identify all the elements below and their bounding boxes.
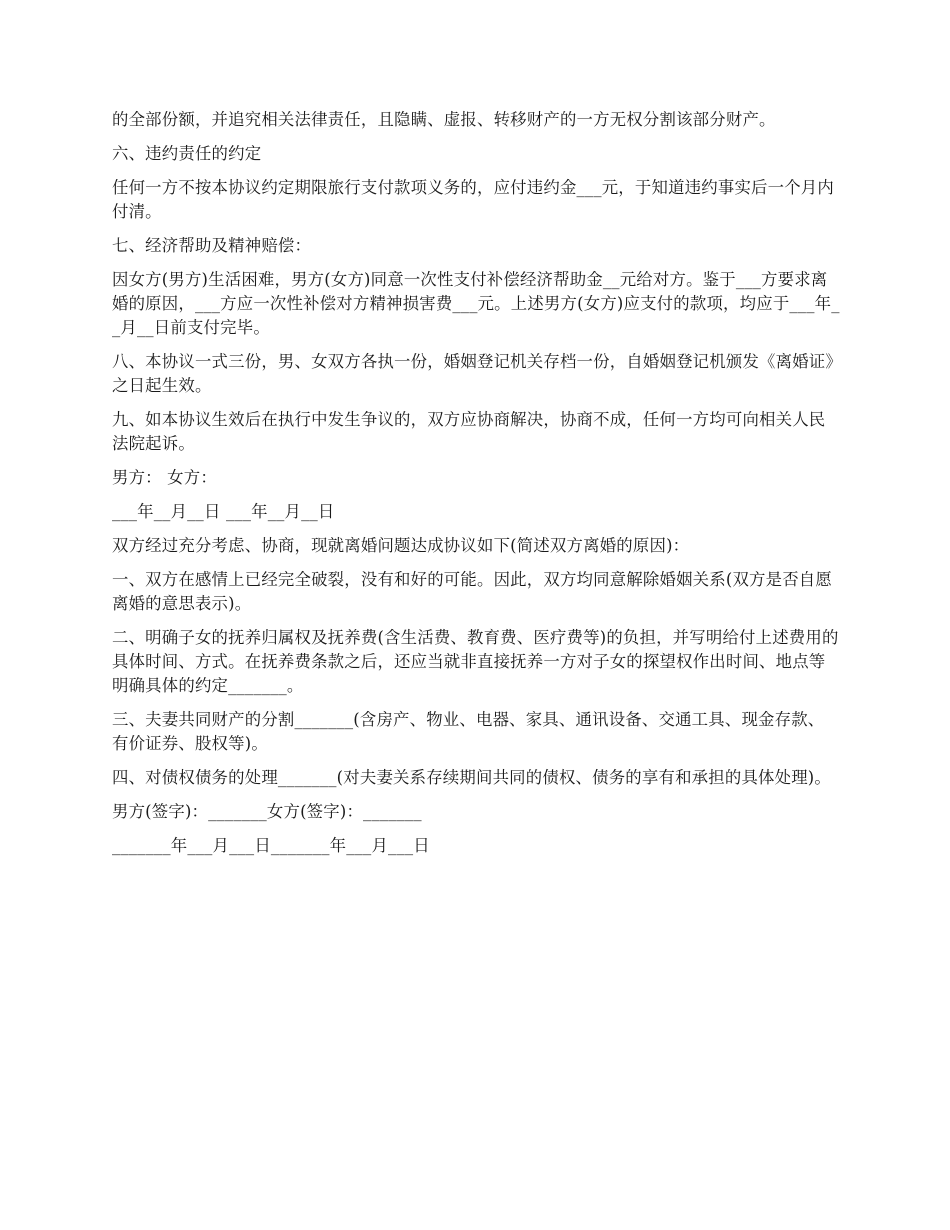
paragraph-clause-1: 一、双方在感情上已经完全破裂，没有和好的可能。因此，双方均同意解除婚姻关系(双方是否自愿离婚的意思表示)。 bbox=[112, 570, 832, 613]
signature-dates: ___年__月__日 ___年__月__日 bbox=[112, 502, 335, 521]
paragraph-breach-penalty: 任何一方不按本协议约定期限旅行支付款项义务的，应付违约金___元，于知道违约事实后一个月内付清。 bbox=[112, 178, 834, 221]
paragraph-dispute-resolution: 九、如本协议生效后在执行中发生争议的，双方应协商解决，协商不成，任何一方均可向相关人民法院起诉。 bbox=[112, 410, 826, 453]
paragraph-agreement-intro: 双方经过充分考虑、协商，现就离婚问题达成协议如下(简述双方离婚的原因)： bbox=[112, 536, 690, 555]
paragraph-clause-3: 三、夫妻共同财产的分割_______(含房产、物业、电器、家具、通讯设备、交通工具、现金存款、有价证券、股权等)。 bbox=[112, 710, 825, 753]
document-page bbox=[112, 108, 840, 868]
paragraph-clause-2: 二、明确子女的抚养归属权及抚养费(含生活费、教育费、医疗费等)的负担，并写明给付上述费用的具体时间、方式。在抚养费条款之后，还应当就非直接抚养一方对子女的探望权作出时间、地点等明确具体的约定_______。 bbox=[112, 628, 839, 695]
paragraph-property-concealment: 的全部份额，并追究相关法律责任，且隐瞒、虚报、转移财产的一方无权分割该部分财产。 bbox=[112, 110, 776, 129]
signature-labels: 男方： 女方： bbox=[112, 468, 217, 487]
signature-date-line: _______年___月___日_______年___月___日 bbox=[112, 836, 430, 855]
paragraph-clause-4: 四、对债权债务的处理_______(对夫妻关系存续期间共同的债权、债务的享有和承担的具体处理)。 bbox=[112, 768, 831, 787]
signature-line: 男方(签字)：_______女方(签字)：_______ bbox=[112, 802, 422, 821]
heading-economic-aid: 七、经济帮助及精神赔偿： bbox=[112, 236, 312, 255]
paragraph-copies-effective: 八、本协议一式三份，男、女双方各执一份，婚姻登记机关存档一份，自婚姻登记机颁发《离婚证》之日起生效。 bbox=[112, 352, 834, 395]
heading-breach-liability: 六、违约责任的约定 bbox=[112, 144, 262, 163]
paragraph-economic-aid: 因女方(男方)生活困难，男方(女方)同意一次性支付补偿经济帮助金__元给对方。鉴于___方要求离婚的原因，___方应一次性补偿对方精神损害费___元。上述男方(女方)应支付的款项，均应于___年__月__日前支付完毕。 bbox=[112, 270, 840, 337]
